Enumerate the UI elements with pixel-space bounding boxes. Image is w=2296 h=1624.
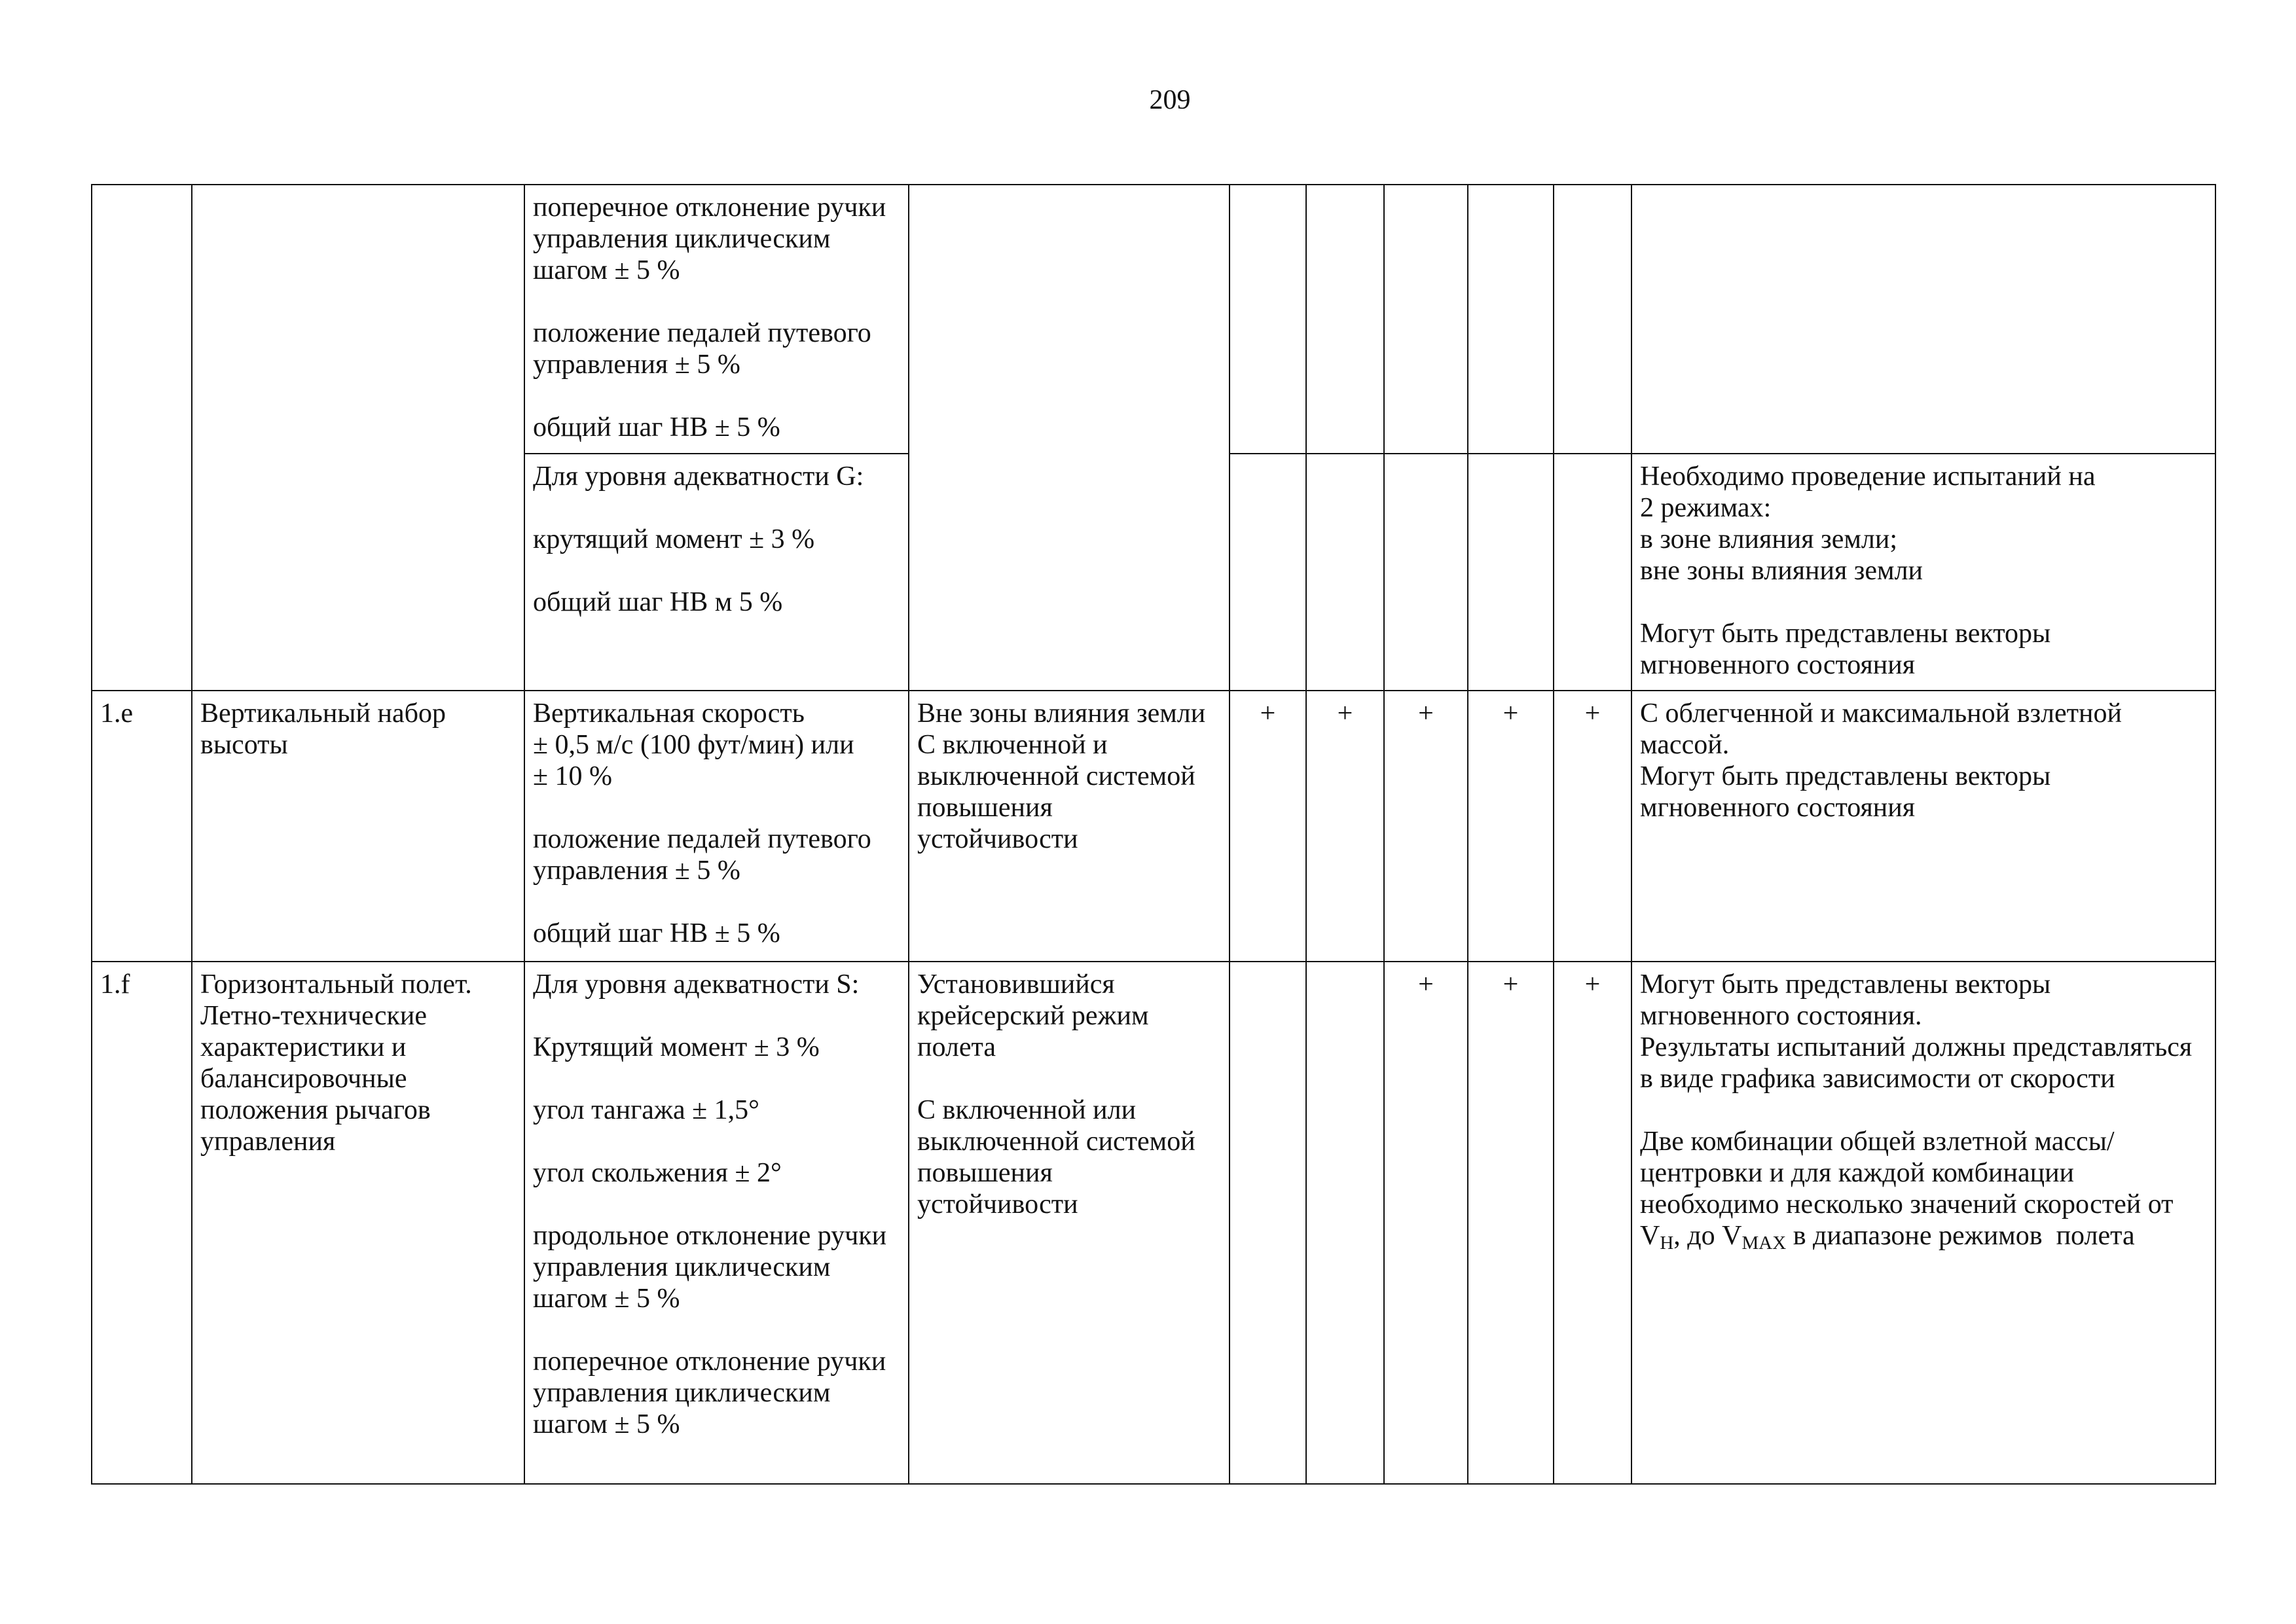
tolerance-paragraph: [533, 524, 908, 555]
level-mark-cell: [1305, 690, 1385, 962]
notes-paragraph: [1640, 698, 2215, 823]
text-line: 2 режимах:: [1640, 493, 1772, 523]
text-line: выключенной системой: [917, 1127, 1195, 1157]
level-mark-cell: [1467, 453, 1554, 691]
level-mark-cell: [1553, 961, 1632, 1485]
level-mark-cell: [1553, 184, 1632, 454]
text-line: продольное отклонение ручки: [533, 1221, 887, 1251]
test-name-cell: [191, 961, 525, 1485]
level-mark-cell: [1229, 961, 1307, 1485]
notes-cell: [1631, 690, 2216, 962]
text-line: Горизонтальный полет.: [200, 969, 472, 1000]
level-mark-cell: [1305, 184, 1385, 454]
notes-paragraph: [1640, 969, 2215, 1094]
text-line: шагом ± 5 %: [533, 1284, 680, 1314]
text-line: управления циклическим: [533, 1378, 831, 1408]
tolerance-paragraph: [533, 969, 908, 1000]
text-line: положение педалей путевого: [533, 318, 871, 348]
level-mark: +: [1584, 969, 1601, 1000]
tolerance-paragraph: [533, 317, 908, 380]
text-line: поперечное отклонение ручки: [533, 1346, 886, 1377]
row-number: 1.f: [100, 969, 130, 1000]
text-line: балансировочные: [200, 1064, 407, 1094]
text-line: вне зоны влияния земли: [1640, 556, 1923, 586]
text-line: выключенной системой: [917, 761, 1195, 791]
level-mark: +: [1418, 969, 1434, 1000]
text-line: управления циклическим: [533, 224, 831, 254]
notes-cell: [1631, 184, 2216, 454]
level-mark-cell: [1305, 453, 1385, 691]
text-line: ± 10 %: [533, 761, 613, 791]
notes-paragraph: [1640, 461, 2215, 586]
conditions-paragraph: [917, 969, 1229, 1063]
level-mark-cell: [1553, 453, 1632, 691]
level-mark-cell: [1229, 453, 1307, 691]
tolerance-paragraph: [533, 1094, 908, 1126]
text-line: Две комбинации общей взлетной массы/: [1640, 1127, 2115, 1157]
text-line: полета: [917, 1032, 996, 1062]
tolerance-cell: [524, 961, 909, 1485]
row-number-cell: [91, 961, 192, 1485]
text-line: общий шаг НВ ± 5 %: [533, 918, 780, 948]
text-line: управления ± 5 %: [533, 350, 740, 380]
tolerance-paragraph: [533, 1157, 908, 1189]
tolerance-paragraph: [533, 412, 908, 443]
tolerance-cell: [524, 690, 909, 962]
text-line: мгновенного состояния: [1640, 650, 1916, 680]
text-line: повышения: [917, 1158, 1053, 1188]
tolerance-paragraph: [533, 823, 908, 886]
text-line: Могут быть представлены векторы: [1640, 969, 2051, 1000]
level-mark-cell: [1383, 453, 1468, 691]
text-line: Могут быть представлены векторы: [1640, 761, 2051, 791]
text-line: управления циклическим: [533, 1252, 831, 1282]
text-line: угол тангажа ± 1,5°: [533, 1095, 759, 1125]
text-line: шагом ± 5 %: [533, 255, 680, 285]
text-line: массой.: [1640, 730, 1730, 760]
conditions-paragraph: [917, 698, 1229, 855]
speed-symbol: V: [1640, 1221, 1660, 1251]
tolerance-paragraph: [533, 461, 908, 492]
notes-paragraph: [1640, 1126, 2215, 1254]
level-mark: +: [1260, 698, 1276, 729]
text-line: управления ± 5 %: [533, 856, 740, 886]
text-line: общий шаг НВ ± 5 %: [533, 412, 780, 442]
level-mark-cell: [1467, 184, 1554, 454]
level-mark: +: [1503, 969, 1519, 1000]
level-mark: +: [1584, 698, 1601, 729]
text-line: Вертикальная скорость: [533, 698, 805, 729]
text-line: Летно-технические: [200, 1001, 428, 1031]
tolerance-paragraph: [533, 1032, 908, 1063]
page-number: 209: [1149, 85, 1191, 115]
level-mark: +: [1418, 698, 1434, 729]
text-line: мгновенного состояния: [1640, 793, 1916, 823]
conditions-cell: [908, 184, 1230, 691]
level-mark-cell: [1467, 690, 1554, 962]
text-line: Для уровня адекватности S:: [533, 969, 860, 1000]
text-line: Вертикальный набор: [200, 698, 446, 729]
speed-range-tail: в диапазоне режимов полета: [1786, 1221, 2135, 1251]
text-line: устойчивости: [917, 824, 1078, 854]
text-line: положения рычагов: [200, 1095, 431, 1125]
tolerance-paragraph: [533, 1220, 908, 1314]
level-mark: +: [1503, 698, 1519, 729]
text-line: Результаты испытаний должны представляться: [1640, 1032, 2193, 1062]
text-line: угол скольжения ± 2°: [533, 1158, 782, 1188]
text-line: положение педалей путевого: [533, 824, 871, 854]
text-line: крейсерский режим: [917, 1001, 1149, 1031]
speed-symbol: V: [1722, 1221, 1742, 1251]
tolerance-paragraph: [533, 586, 908, 618]
tolerance-paragraph: [533, 192, 908, 286]
level-mark-cell: [1553, 690, 1632, 962]
text-line: крутящий момент ± 3 %: [533, 524, 815, 554]
text-line: в зоне влияния земли;: [1640, 524, 1898, 554]
conditions-cell: [908, 961, 1230, 1485]
text-line: центровки и для каждой комбинации: [1640, 1158, 2075, 1188]
level-mark-cell: [1383, 184, 1468, 454]
level-mark-cell: [1383, 690, 1468, 962]
level-mark-cell: [1383, 961, 1468, 1485]
text-line: ± 0,5 м/с (100 фут/мин) или: [533, 730, 854, 760]
speed-subscript: MAX: [1741, 1233, 1787, 1254]
text-line: Для уровня адекватности G:: [533, 461, 864, 492]
level-mark: +: [1337, 698, 1353, 729]
text-line: шагом ± 5 %: [533, 1409, 680, 1439]
tolerance-cell: [524, 453, 909, 691]
text-line: поперечное отклонение ручки: [533, 192, 886, 223]
notes-cell: [1631, 961, 2216, 1485]
text-line: необходимо несколько значений скоростей от: [1640, 1189, 2174, 1219]
text-line: управления: [200, 1127, 336, 1157]
speed-range-line: [1640, 1220, 2215, 1254]
text-line: устойчивости: [917, 1189, 1078, 1219]
text-line: С облегченной и максимальной взлетной: [1640, 698, 2122, 729]
text-line: в виде графика зависимости от скорости: [1640, 1064, 2115, 1094]
test-name-cell: [191, 690, 525, 962]
text-line: высоты: [200, 730, 288, 760]
text-line: мгновенного состояния.: [1640, 1001, 1922, 1031]
text-line: повышения: [917, 793, 1053, 823]
conditions-cell: [908, 690, 1230, 962]
tolerance-paragraph: [533, 1346, 908, 1440]
text-line: Установившийся: [917, 969, 1115, 1000]
row-number-cell: [91, 690, 192, 962]
text-line: Могут быть представлены векторы: [1640, 619, 2051, 649]
notes-cell: [1631, 453, 2216, 691]
text-line: характеристики и: [200, 1032, 407, 1062]
test-name-cell: [191, 184, 525, 691]
level-mark-cell: [1305, 961, 1385, 1485]
conditions-paragraph: [917, 1094, 1229, 1220]
level-mark-cell: [1229, 184, 1307, 454]
text-line: С включенной и: [917, 730, 1108, 760]
text-line: Крутящий момент ± 3 %: [533, 1032, 820, 1062]
row-number: 1.e: [100, 698, 134, 729]
text-line: Вне зоны влияния земли: [917, 698, 1206, 729]
row-number-cell: [91, 184, 192, 691]
speed-range-separator: , до: [1673, 1221, 1722, 1251]
level-mark-cell: [1467, 961, 1554, 1485]
text-line: С включенной или: [917, 1095, 1137, 1125]
notes-paragraph: [1640, 618, 2215, 681]
text-line: общий шаг НВ м 5 %: [533, 587, 783, 617]
tolerance-paragraph: [533, 698, 908, 792]
tolerance-paragraph: [533, 918, 908, 949]
level-mark-cell: [1229, 690, 1307, 962]
text-line: Необходимо проведение испытаний на: [1640, 461, 2096, 492]
tolerance-cell: [524, 184, 909, 454]
speed-subscript: H: [1660, 1233, 1674, 1254]
